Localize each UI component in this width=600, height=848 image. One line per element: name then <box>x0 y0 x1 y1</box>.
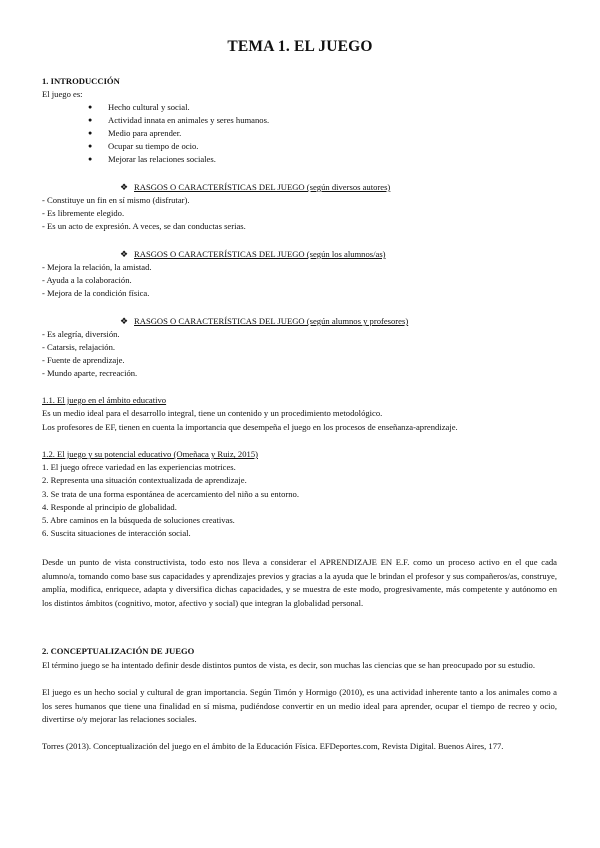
list-item: 6. Suscita situaciones de interacción social. <box>42 528 191 538</box>
diamond-bullet-icon: ❖ <box>120 249 129 259</box>
list-item: - Mejora la relación, la amistad. <box>42 262 152 272</box>
conceptualizacion-paragraph-2: El juego es un hecho social y cultural de gran importancia. Según Timón y Hormigo (2010), es una actividad inherente tanto a los animales como a los seres humanos que tiene una finalidad en sí misma, pudiéndose convertir en un medio ideal para aprender, ocupar el tiempo de recreo y ocio, divertirse o/y mejorar las relaciones sociales. <box>42 687 557 724</box>
bibliographic-reference: Torres (2013). Conceptualización del juego en el ámbito de la Educación Física. EFDeportes.com, Revista Digital. Buenos Aires, 177. <box>42 741 504 751</box>
bullet-icon: ● <box>88 116 93 124</box>
list-item: - Es un acto de expresión. A veces, se dan conductas serias. <box>42 221 246 231</box>
rasgos-heading-autores: ❖ RASGOS O CARACTERÍSTICAS DEL JUEGO (según diversos autores) <box>120 182 391 192</box>
list-item: 1. El juego ofrece variedad en las experiencias motrices. <box>42 462 236 472</box>
bullet-icon: ● <box>88 129 93 137</box>
list-item: - Mundo aparte, recreación. <box>42 368 138 378</box>
list-item: - Mejora de la condición física. <box>42 288 150 298</box>
rasgos-heading-alumnos: ❖ RASGOS O CARACTERÍSTICAS DEL JUEGO (según los alumnos/as) <box>120 249 386 259</box>
list-item: - Es libremente elegido. <box>42 208 125 218</box>
page-title: TEMA 1. EL JUEGO <box>227 38 373 55</box>
list-item: - Es alegría, diversión. <box>42 329 120 339</box>
constructivist-paragraph: Desde un punto de vista constructivista, todo esto nos lleva a considerar el APRENDIZAJE EN E.F. como un proceso activo en el que cada alumno/a, tomando como base sus capacidades y aprendizajes previos y gracias a la ayuda que le brindan el profesor y sus compañeros/as, construye, amplía, modifica, enriquece, adapta y diversifica dichas capacidades, y se muestra de este modo, progresivamente, más competente y autónomo en los distintos ámbitos (cognitivo, motor, afectivo y social) que integran la globalidad personal. <box>42 557 557 608</box>
list-item: - Constituye un fin en sí mismo (disfrutar). <box>42 195 190 205</box>
section-heading-conceptualizacion: 2. CONCEPTUALIZACIÓN DE JUEGO <box>42 646 195 656</box>
paragraph-line: Los profesores de EF, tienen en cuenta la importancia que desempeña el juego en los procesos de enseñanza-aprendizaje. <box>42 422 458 432</box>
section-heading-introduccion: 1. INTRODUCCIÓN <box>42 76 120 86</box>
bullet-icon: ● <box>88 103 93 111</box>
intro-lead: El juego es: <box>42 89 83 99</box>
bullet-icon: ● <box>88 155 93 163</box>
conceptualizacion-paragraph-1: El término juego se ha intentado definir desde distintos puntos de vista, es decir, son muchas las ciencias que se han preocupado por su estudio. <box>42 660 535 670</box>
list-item: 2. Representa una situación contextualizada de aprendizaje. <box>42 475 247 485</box>
list-item: 4. Responde al principio de globalidad. <box>42 502 177 512</box>
list-item: - Fuente de aprendizaje. <box>42 355 125 365</box>
list-item: 5. Abre caminos en la búsqueda de soluciones creativas. <box>42 515 235 525</box>
bullet-icon: ● <box>88 142 93 150</box>
diamond-bullet-icon: ❖ <box>120 316 129 326</box>
diamond-bullet-icon: ❖ <box>120 182 129 192</box>
document-page: TEMA 1. EL JUEGO 1. INTRODUCCIÓN El juego es: ● Hecho cultural y social. ● Actividad innata en animales y seres humanos. ● Medio para aprender. ● Ocupar su tiempo de ocio. ● Mejorar las relaciones sociales. ❖ RASGOS O CARACTERÍSTICAS DEL JUEGO (según diversos autores) - Constituye un fin en sí mismo (disfrutar). - Es libremente elegido. - Es un acto de expresión. A veces, se dan conductas serias. ❖ RASGOS O CARACTERÍSTICAS DEL JUEGO (según los alumnos/as) - Mejora la relación, la amistad. - Ayuda a la colaboración. - Mejora de la condición física. ❖ RASGOS O CARACTERÍSTICAS DEL JUEGO (según alumnos y profesores) - Es alegría, diversión. - Catarsis, relajación. - Fuente de aprendizaje. - Mundo aparte, recreación. 1.1. El juego en el ámbito educativo Es un medio ideal para el desarrollo integral, tiene un contenido y un procedimiento metodológico. Los profesores de EF, tienen en cuenta la importancia que desempeña el juego en los procesos de enseñanza-aprendizaje. 1.2. El juego y su potencial educativo (Omeñaca y Ruiz, 2015) 1. El juego ofrece variedad en las experiencias motrices. 2. Representa una situación contextualizada de aprendizaje. 3. Se trata de una forma espontánea de acercamiento del niño a su entorno. 4. Responde al principio de globalidad. 5. Abre caminos en la búsqueda de soluciones creativas. 6. Suscita situaciones de interacción social. Desde un punto de vista constructivista, todo esto nos lleva a considerar el APRENDIZAJE EN E.F. como un proceso activo en el que cada alumno/a, tomando como base sus capacidades y aprendizajes previos y gracias a la ayuda que le brindan el profesor y sus compañeros/as, construye, amplía, modifica, enriquece, adapta y diversifica dichas capacidades, y se muestra de este modo, progresivamente, más competente y autónomo en los distintos ámbitos (cognitivo, motor, afectivo y social) que integran la globalidad personal. 2. CONCEPTUALIZACIÓN DE JUEGO El término juego se ha intentado definir desde distintos puntos de vista, es decir, son muchas las ciencias que se han preocupado por su estudio. El juego es un hecho social y cultural de gran importancia. Según Timón y Hormigo (2010), es una actividad inherente tanto a los animales como a los seres humanos que tiene una finalidad en sí misma, pudiéndose convertir en un medio ideal para aprender, ocupar el tiempo de recreo y ocio, divertirse o/y mejorar las relaciones sociales. Torres (2013). Conceptualización del juego en el ámbito de la Educación Física. EFDeportes.com, Revista Digital. Buenos Aires, 177. <box>0 0 600 848</box>
paragraph-line: Es un medio ideal para el desarrollo integral, tiene un contenido y un procedimiento metodológico. <box>42 408 383 418</box>
subsection-heading-potencial-educativo: 1.2. El juego y su potencial educativo (Omeñaca y Ruiz, 2015) <box>42 449 258 459</box>
list-item: - Catarsis, relajación. <box>42 342 116 352</box>
list-item: 3. Se trata de una forma espontánea de acercamiento del niño a su entorno. <box>42 489 299 499</box>
list-item: - Ayuda a la colaboración. <box>42 275 132 285</box>
subsection-heading-ambito-educativo: 1.1. El juego en el ámbito educativo <box>42 395 167 405</box>
rasgos-heading-alumnos-profesores: ❖ RASGOS O CARACTERÍSTICAS DEL JUEGO (según alumnos y profesores) <box>120 316 409 326</box>
